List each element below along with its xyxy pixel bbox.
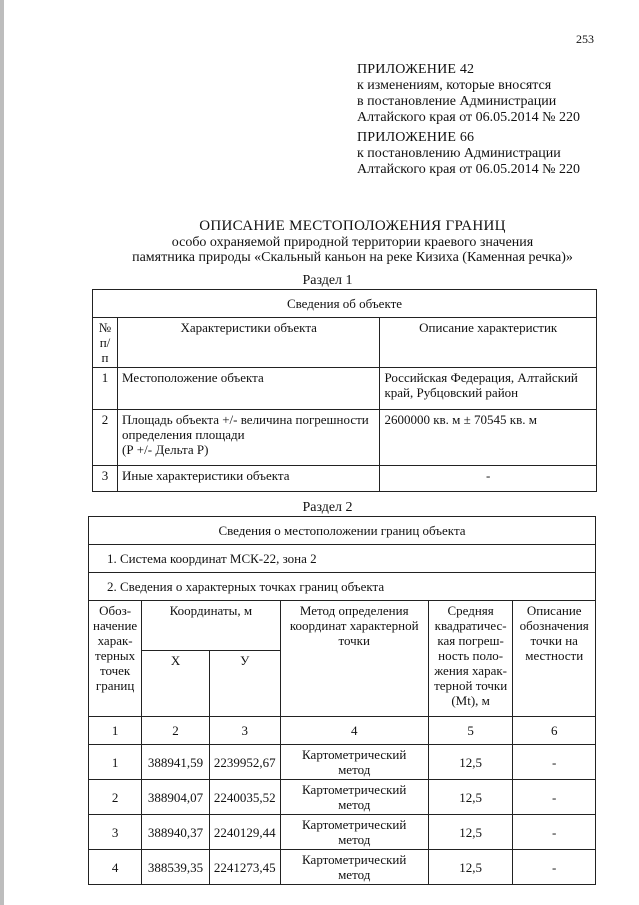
- coordinate-system: 1. Система координат МСК-22, зона 2: [89, 545, 596, 573]
- point-method: Картометрический метод: [280, 815, 428, 850]
- table-row: [93, 410, 597, 466]
- cell-text: Метод определения: [299, 603, 409, 618]
- point-description: -: [513, 815, 596, 850]
- row-number: 1: [93, 368, 118, 410]
- point-method: Картометрический метод: [280, 850, 428, 885]
- cell-text: Иные характеристики объекта: [121, 468, 290, 483]
- column-header-coordinates: Координаты, м: [142, 601, 280, 651]
- cell-text: жения харак-: [434, 663, 507, 678]
- section-2-label: Раздел 2: [302, 500, 353, 515]
- point-x: 388904,07: [142, 780, 210, 815]
- page-left-edge: [0, 0, 4, 905]
- column-header-characteristics: Характеристики объекта: [117, 318, 379, 368]
- appendix-66-line: к постановлению Администрации: [357, 146, 561, 161]
- row-characteristic: [117, 368, 379, 410]
- row-number: 2: [93, 410, 118, 466]
- table-row: [93, 466, 597, 492]
- point-description: -: [513, 850, 596, 885]
- cell-text: обозначения: [519, 618, 589, 633]
- cell-text: координат характерной: [289, 618, 419, 633]
- column-header-text: п/п: [99, 335, 111, 365]
- cell-text: границ: [95, 678, 135, 693]
- appendix-42-line: в постановление Администрации: [357, 94, 557, 109]
- cell-text: харак-: [97, 633, 133, 648]
- column-number: 2: [142, 717, 210, 745]
- point-y: 2239952,67: [209, 745, 280, 780]
- column-header-point-designation: [89, 601, 142, 717]
- cell-text: точек: [99, 663, 131, 678]
- point-error: 12,5: [428, 815, 513, 850]
- table-header: Сведения об объекте: [93, 290, 597, 318]
- point-error: 12,5: [428, 745, 513, 780]
- column-header-text: №: [98, 320, 112, 335]
- cell-text: точки: [338, 633, 370, 648]
- cell-text: (Р +/- Дельта Р): [121, 442, 209, 457]
- column-header-number: [93, 318, 118, 368]
- row-description: [380, 410, 597, 466]
- row-number: 3: [93, 466, 118, 492]
- point-number: 4: [89, 850, 142, 885]
- document-title-line: памятника природы «Скальный каньон на реке Кизиха (Каменная речка)»: [132, 250, 573, 265]
- cell-text: Местоположение объекта: [121, 370, 264, 385]
- column-number: 4: [280, 717, 428, 745]
- appendix-42-line: Алтайского края от 06.05.2014 № 220: [357, 110, 581, 125]
- cell-text: Российская Федерация, Алтайский: [384, 370, 578, 385]
- cell-text: Обоз-: [99, 603, 132, 618]
- point-y: 2241273,45: [209, 850, 280, 885]
- table-row: [89, 745, 596, 780]
- point-error: 12,5: [428, 780, 513, 815]
- cell-text: 2600000 кв. м ± 70545 кв. м: [384, 412, 537, 427]
- point-method: Картометрический метод: [280, 745, 428, 780]
- appendix-42-title: ПРИЛОЖЕНИЕ 42: [357, 62, 475, 77]
- cell-text: точки на: [530, 633, 578, 648]
- cell-text: терной точки: [434, 678, 508, 693]
- point-y: 2240035,52: [209, 780, 280, 815]
- cell-text: терных: [95, 648, 136, 663]
- cell-text: Площадь объекта +/- величина погрешности: [121, 412, 369, 427]
- cell-text: край, Рубцовский район: [384, 385, 519, 400]
- column-number: 6: [513, 717, 596, 745]
- appendix-66-title: ПРИЛОЖЕНИЕ 66: [357, 130, 475, 145]
- column-number-row: [89, 717, 596, 745]
- point-number: 3: [89, 815, 142, 850]
- cell-text: ность поло-: [438, 648, 504, 663]
- column-header-error: [428, 601, 513, 717]
- column-header-point-description: [513, 601, 596, 717]
- column-header-y: У: [209, 651, 280, 717]
- cell-text: квадратичес-: [434, 618, 507, 633]
- point-x: 388941,59: [142, 745, 210, 780]
- cell-text: -: [486, 468, 491, 483]
- row-characteristic: [117, 466, 379, 492]
- point-y: 2240129,44: [209, 815, 280, 850]
- row-description: [380, 368, 597, 410]
- point-error: 12,5: [428, 850, 513, 885]
- point-method: Картометрический метод: [280, 780, 428, 815]
- point-number: 2: [89, 780, 142, 815]
- column-number: 3: [209, 717, 280, 745]
- point-x: 388940,37: [142, 815, 210, 850]
- table-row: [93, 368, 597, 410]
- column-number: 5: [428, 717, 513, 745]
- cell-text: начение: [93, 618, 138, 633]
- table-row: [89, 850, 596, 885]
- appendix-66-block: [357, 130, 580, 178]
- document-title-main: ОПИСАНИЕ МЕСТОПОЛОЖЕНИЯ ГРАНИЦ: [199, 218, 506, 234]
- table-row: [89, 780, 596, 815]
- table-header: Сведения о местоположении границ объекта: [89, 517, 596, 545]
- point-description: -: [513, 745, 596, 780]
- document-title-line: особо охраняемой природной территории краевого значения: [171, 235, 534, 250]
- cell-text: Описание: [526, 603, 582, 618]
- cell-text: кая погреш-: [437, 633, 504, 648]
- appendix-42-line: к изменениям, которые вносятся: [357, 78, 552, 93]
- points-section-header: 2. Сведения о характерных точках границ объекта: [89, 573, 596, 601]
- row-description: [380, 466, 597, 492]
- point-x: 388539,35: [142, 850, 210, 885]
- section-1-label: Раздел 1: [302, 273, 353, 288]
- cell-text: местности: [525, 648, 584, 663]
- object-info-table: [92, 289, 597, 492]
- table-row: [89, 815, 596, 850]
- column-header-x: X: [142, 651, 210, 717]
- row-characteristic: [117, 410, 379, 466]
- document-title: [60, 218, 639, 265]
- column-header-method: [280, 601, 428, 717]
- cell-text: Средняя: [447, 603, 494, 618]
- point-description: -: [513, 780, 596, 815]
- cell-text: (Mt), м: [451, 693, 490, 708]
- cell-text: определения площади: [121, 427, 245, 442]
- page-number: 253: [576, 32, 594, 46]
- appendix-42-block: [357, 62, 580, 126]
- column-number: 1: [89, 717, 142, 745]
- point-number: 1: [89, 745, 142, 780]
- appendix-66-line: Алтайского края от 06.05.2014 № 220: [357, 162, 581, 177]
- boundary-points-table: [88, 516, 596, 885]
- column-header-description: Описание характеристик: [380, 318, 597, 368]
